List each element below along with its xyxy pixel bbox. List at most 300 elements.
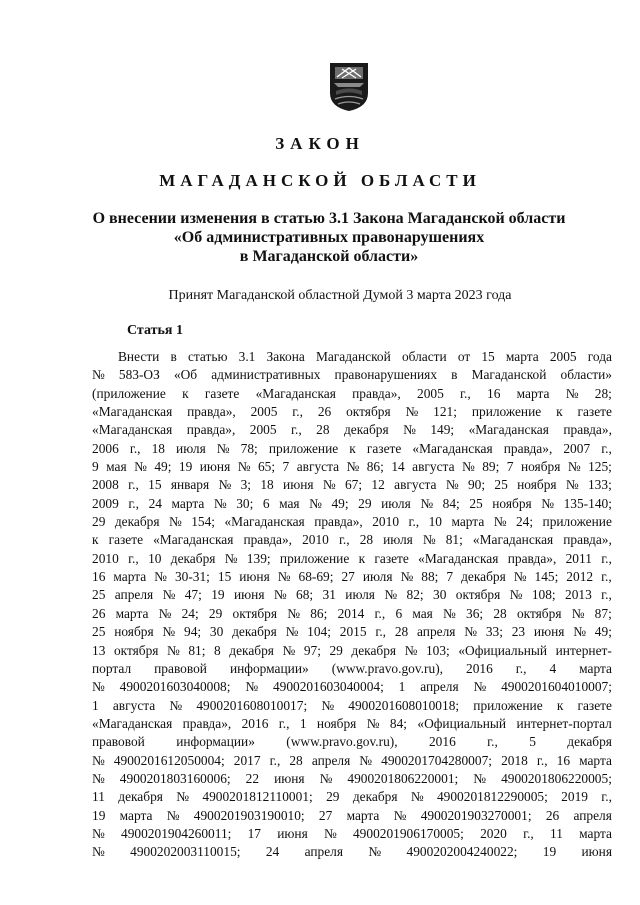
body-word: № [366,715,380,731]
body-word: июня [581,844,612,860]
body-word: марта [115,605,149,621]
body-word: № [513,569,527,585]
body-word: 1 [398,679,406,695]
body-word: 2012 [566,569,594,585]
body-word: 16 [556,752,571,768]
body-word: июня [274,770,305,786]
body-word: 19 [178,459,193,475]
body-word: от [457,349,471,364]
body-word: № [393,807,407,823]
body-word: декабря [352,789,398,805]
body-line [92,843,612,861]
body-word: 6 [262,495,270,511]
body-word: 2005 [549,349,577,364]
body-word: № [400,569,414,585]
body-word: № [368,844,382,860]
body-word: № [309,495,322,511]
body-line [92,623,612,641]
body-word: июля [362,569,393,585]
body-word: декабря [343,422,389,438]
article-heading: Статья 1 [127,323,183,338]
body-word: апреля [304,844,344,860]
body-word: декабря [118,789,163,805]
body-word: № [92,844,105,860]
body-word: г., [536,752,548,768]
body-word: 30 [209,624,224,640]
article-body [92,348,612,862]
body-word: «Магаданская [412,440,493,456]
body-word: 88; [421,569,439,585]
body-word: 27 [318,807,333,823]
body-word: г., [601,569,612,585]
body-word: приложение [542,514,612,530]
body-word: 17 [247,825,261,841]
body-word: 5 [529,734,536,750]
body-word: 18 [151,440,165,456]
body-line [92,715,612,733]
body-word: г., [375,624,387,640]
body-word: 29 [92,514,106,530]
body-word: октября [516,605,562,621]
body-word: № [154,569,167,585]
body-word: марта [451,514,485,530]
body-word: правда», [314,514,363,530]
body-word: 19 [92,807,106,823]
body-word: г., [291,422,302,438]
body-line [92,586,612,604]
body-word: 24; [181,605,199,621]
body-word: г., [128,495,140,511]
body-word: № [321,697,335,713]
body-word: 9 [92,459,99,475]
body-word: декабря [232,624,277,640]
body-word: к [556,404,563,420]
body-word: июня [239,569,270,585]
body-word: 4900201608010018; [348,697,460,713]
body-word: 4900201603040004; [272,679,384,695]
body-line [92,660,612,678]
body-word: 2019 [561,789,588,805]
body-line [92,733,612,751]
body-word: 25 [494,477,508,493]
body-word: № [443,605,456,621]
body-word: 15 [148,477,162,493]
body-word: 10 [428,514,442,530]
body-word: 27 [341,569,355,585]
body-word: 11 [550,825,563,841]
body-word: 121; [433,404,457,420]
body-word: 33; [485,624,503,640]
subject-line: в Магаданской области» [239,248,419,265]
body-line [92,513,612,531]
body-word: 7 [282,459,290,475]
body-word: в [170,349,177,364]
body-word: ноября [114,624,154,640]
body-word: № [405,404,419,420]
body-word: приложение [279,550,350,566]
body-word: г., [269,752,281,768]
body-word: 24 [265,844,280,860]
body-word: марта [119,807,153,823]
body-word: мая [106,459,127,475]
body-word: 154; [191,514,216,530]
body-word: 81; [445,532,463,548]
body-word: декабря [114,514,160,530]
body-word: «Об [173,367,198,383]
body-word: № [92,770,105,786]
body-word: г., [338,532,350,548]
body-word: № [573,624,586,640]
body-word: декабря [461,569,506,585]
body-word: 68; [296,587,314,603]
body-word: г., [278,715,290,731]
body-line [92,642,612,660]
body-word: 4900201904260011; [121,825,232,841]
body-word: портал [92,660,132,676]
body-word: административных [211,367,321,383]
body-word: июня [199,459,231,475]
body-word: № [213,495,227,511]
region-title: МАГАДАНСКОЙ ОБЛАСТИ [159,171,481,190]
body-word: «Официальный [458,642,548,658]
body-line [92,366,612,384]
body-word: № [134,459,147,475]
body-word: 2014 [337,605,365,621]
body-word: 31 [322,587,336,603]
body-word: 26 [545,807,560,823]
body-word: 11 [92,789,105,805]
body-word: 36; [466,605,484,621]
body-word: 29 [326,789,340,805]
body-word: ноября [520,459,561,475]
body-word: 2016 [428,734,456,750]
body-word: 78; [240,440,258,456]
body-word: № [216,440,230,456]
body-word: 26 [317,404,332,420]
law-title: ЗАКОН [275,134,365,153]
body-word: апреля [417,624,456,640]
body-word: приложение [473,697,543,713]
body-word: 65; [257,459,276,475]
body-word: № [346,459,360,475]
body-word: апреля [311,752,351,768]
body-word: правда», [503,440,553,456]
body-word: г., [601,789,612,805]
body-word: № [322,477,336,493]
body-word: 25 [92,624,106,640]
body-word: Магаданской [471,367,547,383]
body-word: 4900201803160006; [119,770,231,786]
body-line [92,421,612,439]
body-word: 16 [487,385,501,401]
body-word: 13 [92,642,106,658]
body-word: № [92,679,105,695]
body-word: 108; [531,587,556,603]
body-word: июня [283,477,314,493]
body-word: 7 [506,459,514,475]
body-word: информации» [176,734,255,750]
body-word: «Магаданская [92,422,173,438]
body-word: 15 [217,569,232,585]
body-word: № [167,642,180,658]
body-word: правда», [563,422,612,438]
body-word: № [420,495,434,511]
body-word: газете [204,385,240,401]
body-word: области [401,349,447,364]
body-word: 28 [359,532,374,548]
body-word: «Магаданская [153,532,234,548]
body-word: 3; [240,477,251,493]
body-word: 125; [588,459,612,475]
body-word: газете [577,697,612,713]
body-word: № [567,459,581,475]
body-word: 104; [307,624,331,640]
body-word: 2015 [339,624,367,640]
body-word: (приложение [92,385,166,401]
body-word: № [384,587,398,603]
body-word: июля [176,440,206,456]
body-word: области» [560,367,612,383]
body-word: 2006 [92,440,119,456]
body-word: № [509,587,523,603]
body-word: № [92,752,105,768]
body-word: 67; [344,477,363,493]
law-subject-title [80,209,578,266]
body-word: к [92,532,99,548]
body-word: № [285,624,299,640]
body-word: 22 [245,770,260,786]
body-word: правовой [154,660,207,676]
body-word: № [541,495,555,511]
body-word: г., [292,404,303,420]
body-word: 2017 [233,752,261,768]
body-line [92,476,612,494]
body-word: 4900201806220001; [347,770,459,786]
body-word: «Магаданская [224,514,305,530]
body-word: 1 [92,697,99,713]
body-line [92,440,612,458]
body-word: декабря [170,550,216,566]
body-word: 24; [515,514,534,530]
body-word: «Магаданская [418,550,499,566]
body-word: ноября [492,495,532,511]
body-line [92,825,612,843]
body-line [92,605,612,623]
body-word: правда», [186,422,236,438]
body-word: г., [129,440,141,456]
body-word: августа [412,459,455,475]
body-word: № [168,514,182,530]
body-word: 6 [395,605,403,621]
body-word: июня [277,825,308,841]
body-word: августа [112,697,156,713]
body-word: 28 [394,624,409,640]
body-word: № [473,679,487,695]
body-word: 1 [299,715,307,731]
body-word: «Магаданская [92,404,173,420]
body-word: № [92,825,105,841]
body-word: интернет-портал [516,715,612,731]
body-word: 87; [594,605,612,621]
body-word: 29 [329,642,343,658]
body-word: 28 [316,422,330,438]
body-word: Закона [266,349,305,364]
body-word: г., [408,514,420,530]
body-word: 25 [469,495,483,511]
body-word: г., [515,660,527,676]
body-word: 19 [542,844,557,860]
body-word: Магаданской [315,349,391,364]
body-word: № [422,532,436,548]
body-word: г., [128,550,139,566]
body-word: 2010 [92,550,119,566]
body-word: 4900202004240022; [406,844,518,860]
body-word: июля [345,587,375,603]
body-word: № [282,642,296,658]
body-word: 28 [493,605,507,621]
body-word: октября [455,587,501,603]
body-word: апреля [114,587,154,603]
body-word: 28; [594,385,612,401]
body-word: марта [171,495,205,511]
body-word: № [176,789,190,805]
body-word: г., [601,550,612,566]
body-word: мая [279,495,300,511]
body-word: 84; [389,715,407,731]
magadan-oblast-coat-of-arms-icon [328,61,370,113]
body-word: № [571,605,585,621]
body-line [92,752,612,770]
body-word: 94; [184,624,202,640]
body-word: (www.pravo.gov.ru), [331,660,443,676]
subject-line: О внесении изменения в статью 3.1 Закона Магаданской области [92,210,566,227]
body-word: марта [516,385,550,401]
body-word: 4900201903190010; [193,807,305,823]
body-word: августа [296,459,340,475]
body-word: 26 [92,605,106,621]
body-word: 23 [511,624,526,640]
body-word: октября [232,605,278,621]
body-word: 16 [92,569,106,585]
body-word: 103; [425,642,450,658]
body-word: № [158,605,172,621]
body-word: 81; [188,642,206,658]
body-word: 149; [430,422,455,438]
body-line [92,385,612,403]
body-line [92,550,612,568]
body-word: 2007 [563,440,591,456]
body-word: г., [601,587,612,603]
body-word: 25 [92,587,106,603]
body-word: № [237,459,251,475]
body-word: года [587,349,612,364]
body-word: Внести [118,349,160,364]
body-line [92,458,612,476]
body-word: 4900201612050004; [113,752,225,768]
body-word: правонарушениях [334,367,438,383]
body-word: апреля [573,807,612,823]
body-word: 2005 [250,404,278,420]
body-word: 10 [148,550,162,566]
body-word: 4900201603040008; [119,679,231,695]
body-word: 4900201812110001; [202,789,313,805]
body-word: 4900201812290005; [436,789,548,805]
body-word: 4900201806220005; [501,770,612,786]
body-word: 3.1 [238,349,256,364]
body-word: газете [577,404,612,420]
body-word: № [92,367,105,383]
body-word: 90; [467,477,486,493]
body-word: 4900201903270001; [420,807,532,823]
body-word: № [461,459,475,475]
body-word: 2020 [480,825,507,841]
body-word: № [245,679,259,695]
body-word: 30-31; [174,569,210,585]
body-word: правда», [243,532,293,548]
body-word: 2005 [249,422,277,438]
body-word: «Официальный [417,715,507,731]
body-word: марта [579,752,612,768]
body-word: 49; [331,495,349,511]
body-word: октября [346,404,391,420]
body-word: № [359,752,373,768]
body-word: № [445,477,459,493]
body-word: № [403,422,416,438]
body-word: «Магаданская [468,422,549,438]
body-word: № [162,587,176,603]
body-word: правда», [187,404,236,420]
body-line [92,770,612,788]
body-word: 2005 [417,385,444,401]
body-word: марта [579,660,612,676]
body-word: правда», [182,715,232,731]
body-word: интернет- [555,642,612,658]
body-word: 2013 [565,587,592,603]
body-word: 82; [406,587,424,603]
body-word: 18 [260,477,274,493]
body-word: к [182,385,189,401]
body-word: г., [460,385,471,401]
body-word: № [162,624,176,640]
body-word: статью [187,349,228,364]
body-word: № [323,825,337,841]
body-word: марта [579,825,612,841]
body-word: 97; [303,642,321,658]
body-word: правда», [352,385,401,401]
body-word: июня [233,587,265,603]
body-word: 145; [534,569,559,585]
body-word: января [170,477,210,493]
body-word: № [224,550,238,566]
adoption-note: Принят Магаданской областной Думой 3 марта 2023 года [168,288,512,303]
body-word: № [565,477,579,493]
body-word: 8 [214,642,221,658]
body-word: в [451,367,458,383]
body-word: 68-69; [298,569,334,585]
body-word: № [319,770,333,786]
body-word: 2011 [565,550,592,566]
body-word: к [556,697,564,713]
body-line [92,568,612,586]
body-word: «Магаданская [255,385,336,401]
body-line [92,531,612,549]
body-word: г., [523,825,534,841]
body-word: 4900201604010007; [501,679,612,695]
body-word: 84; [442,495,460,511]
body-line [92,495,612,513]
body-word: 2009 [92,495,119,511]
body-word: «Магаданская [472,532,554,548]
